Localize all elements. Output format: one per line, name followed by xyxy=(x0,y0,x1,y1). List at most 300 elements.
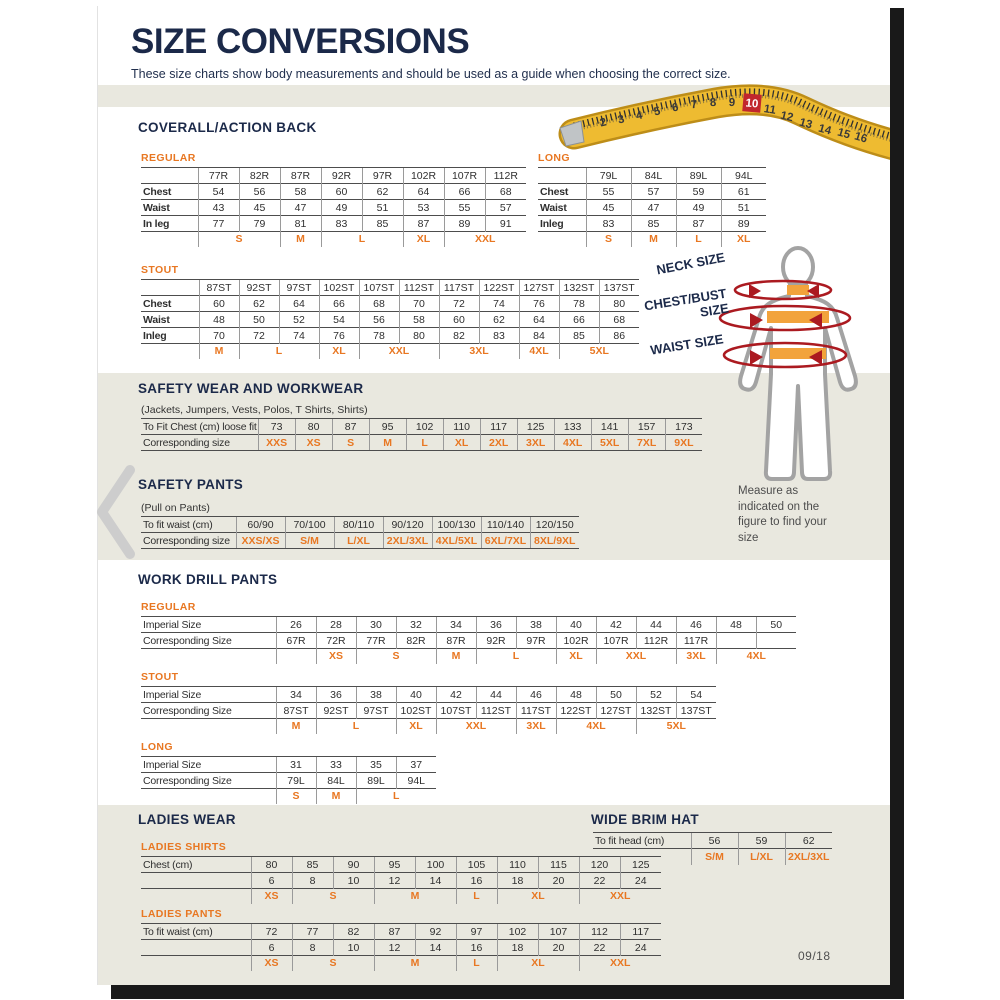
value-cell: 8 xyxy=(292,940,333,956)
band-label-cell: M xyxy=(374,889,456,904)
value-cell: 112R xyxy=(485,168,526,184)
value-cell: 55 xyxy=(586,184,631,200)
value-cell: 64 xyxy=(279,296,319,312)
value-cell: 54 xyxy=(676,687,716,703)
chest-bust-size-label: CHEST/BUST SIZE xyxy=(643,285,730,320)
value-cell: 36 xyxy=(316,687,356,703)
tape-number: 7 xyxy=(690,98,698,112)
table-sub-label: REGULAR xyxy=(141,152,196,164)
value-cell: 77R xyxy=(356,633,396,649)
value-cell: 47 xyxy=(631,200,676,216)
value-cell: 92ST xyxy=(239,280,279,296)
table-sub-label: STOUT xyxy=(141,671,179,683)
value-cell: 85 xyxy=(362,216,403,232)
size-band-row xyxy=(141,719,716,734)
size-band-row xyxy=(141,956,661,971)
value-cell: 77 xyxy=(292,924,333,940)
table-row xyxy=(593,833,832,849)
value-cell: 173 xyxy=(665,419,702,435)
value-cell: 78 xyxy=(559,296,599,312)
value-cell: 6XL/7XL xyxy=(481,533,530,549)
row-label-cell: Waist xyxy=(538,200,586,216)
row-label-cell: Waist xyxy=(141,200,198,216)
value-cell: 80 xyxy=(251,857,292,873)
value-cell: 68 xyxy=(359,296,399,312)
value-cell: 66 xyxy=(444,184,485,200)
value-cell: 87 xyxy=(332,419,369,435)
value-cell: 48 xyxy=(716,617,756,633)
band-label-cell: 4XL xyxy=(519,344,559,359)
value-cell: 76 xyxy=(519,296,559,312)
table-row xyxy=(141,757,436,773)
tape-number: 5 xyxy=(652,105,662,119)
table-row xyxy=(141,280,639,296)
value-cell: 4XL/5XL xyxy=(432,533,481,549)
value-cell: 84L xyxy=(316,773,356,789)
band-label-cell: L xyxy=(676,232,721,247)
band-label-cell: M xyxy=(276,719,316,734)
band-label-cell: XL xyxy=(556,649,596,664)
value-cell: 57 xyxy=(485,200,526,216)
value-cell: 38 xyxy=(356,687,396,703)
value-cell: 100 xyxy=(415,857,456,873)
value-cell: 56 xyxy=(239,184,280,200)
value-cell: 78 xyxy=(359,328,399,344)
value-cell: 77R xyxy=(198,168,239,184)
value-cell: 92R xyxy=(321,168,362,184)
value-cell: 59 xyxy=(676,184,721,200)
hat-table xyxy=(593,832,832,865)
row-label-cell: Chest xyxy=(538,184,586,200)
value-cell: 16 xyxy=(456,873,497,889)
size-band-row xyxy=(141,232,526,247)
band-label-cell: S xyxy=(356,649,436,664)
value-cell: 44 xyxy=(636,617,676,633)
ladies-pants-table xyxy=(141,908,661,971)
value-cell: 115 xyxy=(538,857,579,873)
value-cell: 72 xyxy=(251,924,292,940)
value-cell: 50 xyxy=(596,687,636,703)
size-table xyxy=(141,686,716,734)
value-cell: 40 xyxy=(556,617,596,633)
row-label-cell: Corresponding size xyxy=(141,435,258,451)
value-cell: 80/110 xyxy=(334,517,383,533)
table-row xyxy=(141,924,661,940)
value-cell: 89L xyxy=(676,168,721,184)
value-cell: 64 xyxy=(403,184,444,200)
section-heading-safety-pants: SAFETY PANTS xyxy=(138,477,244,492)
tape-number: 9 xyxy=(728,96,736,110)
value-cell: 18 xyxy=(497,873,538,889)
band-label-cell: S xyxy=(292,956,374,971)
row-label-cell: Inleg xyxy=(538,216,586,232)
table-row xyxy=(141,200,526,216)
table-row xyxy=(141,857,661,873)
band-label-cell: XXL xyxy=(436,719,516,734)
value-cell: 84 xyxy=(519,328,559,344)
band-label-cell: L xyxy=(239,344,319,359)
value-cell: 137ST xyxy=(676,703,716,719)
safety-wear-note: (Jackets, Jumpers, Vests, Polos, T Shirts, Shirts) xyxy=(141,404,368,416)
row-label-cell: To fit waist (cm) xyxy=(141,517,236,533)
table-row xyxy=(141,533,579,549)
table-row xyxy=(141,296,639,312)
document-page xyxy=(97,6,890,985)
page-subtitle: These size charts show body measurements and should be used as a guide when choosing the correct size. xyxy=(131,67,731,81)
value-cell: 82 xyxy=(439,328,479,344)
value-cell: 80 xyxy=(399,328,439,344)
value-cell: 10 xyxy=(333,873,374,889)
row-label-cell: Chest xyxy=(141,296,199,312)
value-cell: 133 xyxy=(554,419,591,435)
row-label-cell: To fit head (cm) xyxy=(593,833,691,849)
coverall-stout-table xyxy=(141,264,639,359)
table-row xyxy=(141,312,639,328)
value-cell: 7XL xyxy=(628,435,665,451)
value-cell: 12 xyxy=(374,940,415,956)
tape-number: 10 xyxy=(745,97,759,111)
neck-band xyxy=(787,285,809,295)
value-cell: 44 xyxy=(476,687,516,703)
band-spacer-cell xyxy=(141,889,251,904)
value-cell: 8XL/9XL xyxy=(530,533,579,549)
row-label-cell: Imperial Size xyxy=(141,757,276,773)
value-cell: 107ST xyxy=(359,280,399,296)
value-cell: 89L xyxy=(356,773,396,789)
value-cell: 95 xyxy=(369,419,406,435)
tape-number: 13 xyxy=(798,116,814,132)
value-cell: 58 xyxy=(399,312,439,328)
value-cell: 141 xyxy=(591,419,628,435)
band-label-cell: 4XL xyxy=(556,719,636,734)
value-cell: 85 xyxy=(292,857,333,873)
value-cell: 54 xyxy=(198,184,239,200)
band-label-cell: M xyxy=(374,956,456,971)
safety-wear-table xyxy=(141,418,702,451)
value-cell: 6 xyxy=(251,873,292,889)
band-label-cell: XXL xyxy=(359,344,439,359)
band-label-cell: M xyxy=(199,344,239,359)
value-cell: 89 xyxy=(444,216,485,232)
value-cell: L/XL xyxy=(334,533,383,549)
table-row xyxy=(141,687,716,703)
table-row xyxy=(141,517,579,533)
band-label-cell: M xyxy=(631,232,676,247)
table-sub-label: LONG xyxy=(538,152,570,164)
value-cell: 60 xyxy=(439,312,479,328)
value-cell: 38 xyxy=(516,617,556,633)
value-cell: 72R xyxy=(316,633,356,649)
value-cell: 31 xyxy=(276,757,316,773)
value-cell: 2XL xyxy=(480,435,517,451)
value-cell: 97 xyxy=(456,924,497,940)
value-cell: 46 xyxy=(676,617,716,633)
row-label-cell xyxy=(593,849,691,865)
table-row xyxy=(141,703,716,719)
value-cell: 56 xyxy=(359,312,399,328)
value-cell: 45 xyxy=(239,200,280,216)
value-cell: 62 xyxy=(785,833,832,849)
table-sub-label: LADIES SHIRTS xyxy=(141,841,227,853)
size-table xyxy=(593,832,832,865)
band-label-cell: L xyxy=(321,232,403,247)
value-cell: 79L xyxy=(586,168,631,184)
value-cell: XXS/XS xyxy=(236,533,285,549)
value-cell: 5XL xyxy=(591,435,628,451)
value-cell: 46 xyxy=(516,687,556,703)
value-cell: 97ST xyxy=(279,280,319,296)
value-cell: 22 xyxy=(579,873,620,889)
band-spacer-cell xyxy=(141,719,276,734)
section-heading-ladies: LADIES WEAR xyxy=(138,812,236,827)
value-cell: S xyxy=(332,435,369,451)
value-cell: 68 xyxy=(599,312,639,328)
value-cell: 82 xyxy=(333,924,374,940)
size-table xyxy=(141,279,639,359)
value-cell: 34 xyxy=(276,687,316,703)
value-cell: 50 xyxy=(239,312,279,328)
section-heading-hat: WIDE BRIM HAT xyxy=(591,812,699,827)
tape-number: 11 xyxy=(762,103,777,117)
coverall-regular-table xyxy=(141,152,526,247)
value-cell: 100/130 xyxy=(432,517,481,533)
page-title: SIZE CONVERSIONS xyxy=(131,22,470,61)
table-row xyxy=(538,200,766,216)
value-cell: 48 xyxy=(556,687,596,703)
value-cell: XXS xyxy=(258,435,295,451)
row-label-cell: Imperial Size xyxy=(141,617,276,633)
size-band-row xyxy=(141,889,661,904)
band-label-cell: S xyxy=(198,232,280,247)
value-cell: 80 xyxy=(599,296,639,312)
value-cell: 110/140 xyxy=(481,517,530,533)
value-cell: 87ST xyxy=(276,703,316,719)
size-band-row xyxy=(141,344,639,359)
table-row xyxy=(141,873,661,889)
band-label-cell: S xyxy=(276,789,316,804)
value-cell: 92R xyxy=(476,633,516,649)
value-cell: 81 xyxy=(280,216,321,232)
value-cell: 102 xyxy=(406,419,443,435)
table-row xyxy=(141,216,526,232)
value-cell: 67R xyxy=(276,633,316,649)
row-label-cell: To Fit Chest (cm) loose fit xyxy=(143,420,257,433)
value-cell: 68 xyxy=(485,184,526,200)
value-cell: 14 xyxy=(415,873,456,889)
value-cell: 94L xyxy=(396,773,436,789)
value-cell: 62 xyxy=(479,312,519,328)
table-row xyxy=(538,216,766,232)
value-cell: 105 xyxy=(456,857,497,873)
value-cell: 76 xyxy=(319,328,359,344)
value-cell: 117R xyxy=(676,633,716,649)
coverall-long-table xyxy=(538,152,766,247)
band-label-cell: L xyxy=(356,789,436,804)
value-cell: 95 xyxy=(374,857,415,873)
band-label-cell: XS xyxy=(316,649,356,664)
waist-size-label: WAIST SIZE xyxy=(649,331,725,358)
value-cell xyxy=(756,633,796,649)
band-label-cell: XXL xyxy=(579,956,661,971)
size-table xyxy=(141,516,579,549)
value-cell: 64 xyxy=(519,312,559,328)
chevron-left-icon[interactable] xyxy=(92,462,140,562)
safety-pants-note: (Pull on Pants) xyxy=(141,502,210,514)
table-row xyxy=(538,168,766,184)
tape-number: 14 xyxy=(817,122,833,138)
size-table xyxy=(141,756,436,804)
band-label-cell: 5XL xyxy=(636,719,716,734)
band-label-cell: XS xyxy=(251,956,292,971)
tape-number: 8 xyxy=(709,96,717,110)
value-cell: 112 xyxy=(579,924,620,940)
value-cell: 120/150 xyxy=(530,517,579,533)
value-cell: 45 xyxy=(586,200,631,216)
table-row xyxy=(141,940,661,956)
band-spacer-cell xyxy=(141,232,198,247)
value-cell: 32 xyxy=(396,617,436,633)
value-cell: 62 xyxy=(362,184,403,200)
value-cell: 127ST xyxy=(519,280,559,296)
value-cell: 90/120 xyxy=(383,517,432,533)
value-cell: 110 xyxy=(497,857,538,873)
measurement-figure xyxy=(643,244,890,502)
value-cell: 74 xyxy=(479,296,519,312)
value-cell: 18 xyxy=(497,940,538,956)
band-label-cell: M xyxy=(280,232,321,247)
value-cell: M xyxy=(369,435,406,451)
value-cell: 112ST xyxy=(476,703,516,719)
value-cell: 49 xyxy=(321,200,362,216)
tape-number: 15 xyxy=(835,126,852,142)
value-cell: 77 xyxy=(198,216,239,232)
ladies-shirts-table xyxy=(141,841,661,904)
value-cell: 50 xyxy=(756,617,796,633)
value-cell: 87 xyxy=(676,216,721,232)
band-spacer-cell xyxy=(141,649,276,664)
value-cell: 92 xyxy=(415,924,456,940)
band-label-cell: S xyxy=(586,232,631,247)
row-label-cell: In leg xyxy=(141,216,198,232)
row-label-cell: Chest xyxy=(141,184,198,200)
row-label-cell: Inleg xyxy=(141,328,199,344)
row-label-cell xyxy=(141,168,198,184)
row-label-cell: Corresponding Size xyxy=(141,703,276,719)
band-label-cell: L xyxy=(456,956,497,971)
value-cell: 74 xyxy=(279,328,319,344)
value-cell: 6 xyxy=(251,940,292,956)
size-table xyxy=(141,167,526,247)
value-cell: 85 xyxy=(631,216,676,232)
band-spacer-cell xyxy=(141,344,199,359)
value-cell: 2XL/3XL xyxy=(785,849,832,865)
value-cell: 97R xyxy=(362,168,403,184)
value-cell: 33 xyxy=(316,757,356,773)
value-cell: 125 xyxy=(517,419,554,435)
band-label-cell: XL xyxy=(497,889,579,904)
value-cell: 37 xyxy=(396,757,436,773)
value-cell: S/M xyxy=(285,533,334,549)
value-cell: 122ST xyxy=(479,280,519,296)
value-cell: 120 xyxy=(579,857,620,873)
value-cell: 84L xyxy=(631,168,676,184)
band-spacer-cell xyxy=(141,956,251,971)
value-cell: 53 xyxy=(403,200,444,216)
row-label-cell: Chest (cm) xyxy=(141,857,251,873)
value-cell: L/XL xyxy=(738,849,785,865)
table-row xyxy=(141,773,436,789)
value-cell: 58 xyxy=(280,184,321,200)
page-code: 09/18 xyxy=(798,949,831,963)
table-row xyxy=(141,328,639,344)
value-cell: 112ST xyxy=(399,280,439,296)
band-label-cell: XXL xyxy=(596,649,676,664)
tape-number: 2 xyxy=(598,116,608,130)
value-cell: 70 xyxy=(399,296,439,312)
value-cell: 85 xyxy=(559,328,599,344)
value-cell: 52 xyxy=(279,312,319,328)
value-cell: 54 xyxy=(319,312,359,328)
row-label-cell: To fit waist (cm) xyxy=(141,924,251,940)
value-cell: 83 xyxy=(479,328,519,344)
value-cell: 112R xyxy=(636,633,676,649)
value-cell: 34 xyxy=(436,617,476,633)
work-drill-stout-table xyxy=(141,671,716,734)
value-cell: 87 xyxy=(374,924,415,940)
value-cell: 125 xyxy=(620,857,661,873)
value-cell: 43 xyxy=(198,200,239,216)
size-table xyxy=(141,923,661,971)
value-cell: S/M xyxy=(691,849,738,865)
value-cell: 3XL xyxy=(517,435,554,451)
value-cell: 102ST xyxy=(319,280,359,296)
band-label-cell: 5XL xyxy=(559,344,639,359)
value-cell: 70/100 xyxy=(285,517,334,533)
value-cell: 56 xyxy=(691,833,738,849)
size-table xyxy=(538,167,766,247)
value-cell: 52 xyxy=(636,687,676,703)
band-label-cell: 3XL xyxy=(676,649,716,664)
value-cell: 86 xyxy=(599,328,639,344)
size-table xyxy=(141,616,796,664)
value-cell: 117 xyxy=(480,419,517,435)
value-cell: 97ST xyxy=(356,703,396,719)
value-cell: 22 xyxy=(579,940,620,956)
size-table xyxy=(141,418,702,451)
band-spacer-cell xyxy=(538,232,586,247)
row-label-cell: Waist xyxy=(141,312,199,328)
band-label-cell: XXL xyxy=(444,232,526,247)
value-cell: 60 xyxy=(199,296,239,312)
band-label-cell: L xyxy=(456,889,497,904)
band-label-cell xyxy=(276,649,316,664)
band-label-cell: 4XL xyxy=(716,649,796,664)
value-cell: 16 xyxy=(456,940,497,956)
value-cell: 102R xyxy=(556,633,596,649)
value-cell: 82R xyxy=(239,168,280,184)
value-cell: 83 xyxy=(321,216,362,232)
value-cell: 137ST xyxy=(599,280,639,296)
value-cell: 20 xyxy=(538,873,579,889)
value-cell: 107R xyxy=(444,168,485,184)
value-cell: 72 xyxy=(239,328,279,344)
value-cell: 36 xyxy=(476,617,516,633)
safety-pants-table xyxy=(141,516,579,549)
section-heading-coverall: COVERALL/ACTION BACK xyxy=(138,120,317,135)
band-label-cell: 3XL xyxy=(439,344,519,359)
value-cell: 8 xyxy=(292,873,333,889)
value-cell: 4XL xyxy=(554,435,591,451)
